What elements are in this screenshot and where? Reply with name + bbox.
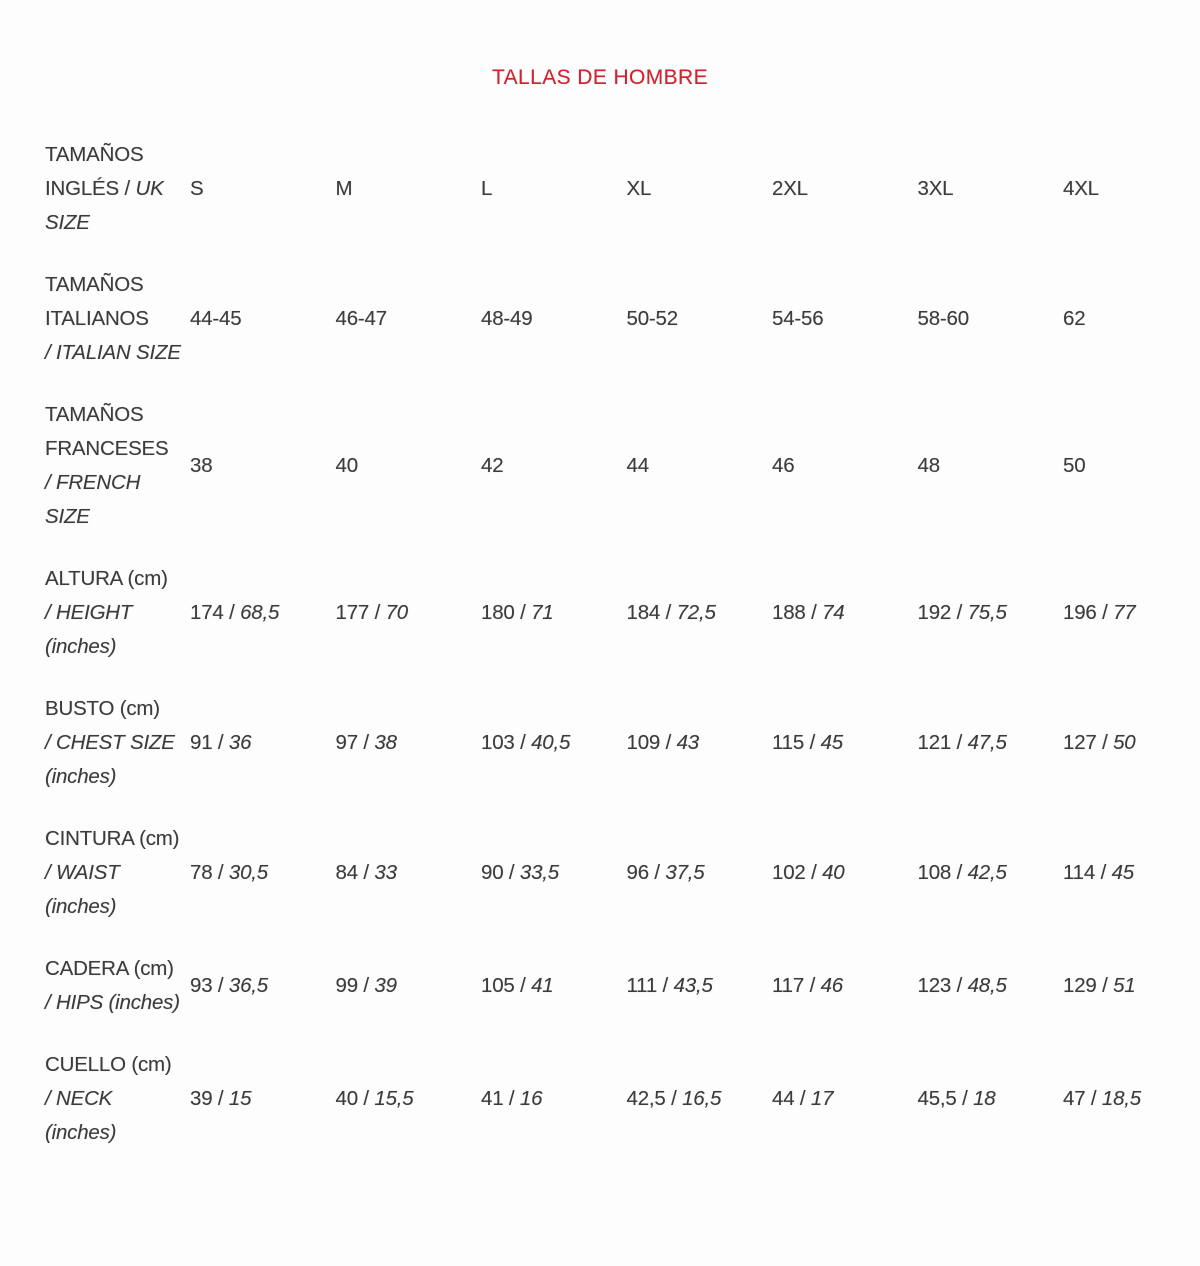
row-label-segment: CADERA (cm)	[45, 957, 174, 980]
row-label-segment: (inches)	[45, 1121, 117, 1144]
row-label-segment: / HEIGHT	[45, 601, 133, 624]
size-cell: 196 / 77	[1063, 601, 1136, 624]
size-cell	[918, 449, 1064, 483]
row-label-segment: INGLÉS /	[45, 177, 136, 200]
size-cell-cm-value: 39	[190, 1087, 213, 1110]
size-cell-inches-value: 15,5	[374, 1087, 414, 1110]
size-cell-inches-value: 17	[810, 1087, 834, 1110]
size-cell: 99 / 39	[335, 974, 397, 997]
size-cell-cm-value: 40	[335, 454, 358, 477]
row-label-segment: / FRENCH	[45, 471, 141, 494]
size-cell: 184 / 72,5	[626, 601, 716, 624]
table-row-waist	[45, 822, 1200, 924]
size-cell-cm-value: 188	[772, 601, 806, 624]
size-cell	[481, 302, 627, 336]
row-label	[45, 692, 190, 794]
size-cell-cm-value: S	[190, 177, 204, 200]
size-cell-inches-value: 74	[822, 601, 845, 624]
size-cell-cm-value: 3XL	[917, 177, 954, 200]
size-cell-cm-value: 50	[1063, 454, 1086, 477]
row-label-segment: (inches)	[45, 895, 117, 918]
size-cell-cm-value: 180	[481, 601, 515, 624]
size-cell: 39 / 15	[190, 1087, 252, 1110]
size-cell-cm-value: 46	[772, 454, 795, 477]
size-cell-cm-value: 44-45	[190, 307, 242, 330]
size-cell-cm-value: 109	[626, 731, 661, 754]
size-cell	[190, 449, 336, 483]
size-cell-cm-value: 42,5	[626, 1087, 666, 1110]
row-label-segment: (inches)	[45, 765, 117, 788]
size-cell-inches-value: 30,5	[228, 861, 269, 884]
size-cell-inches-value: 70	[385, 601, 409, 624]
table-row-height	[45, 562, 1200, 664]
size-cell: 44 / 17	[772, 1087, 834, 1110]
size-cell-inches-value: 37,5	[665, 861, 705, 884]
row-label-segment: / WAIST	[45, 861, 120, 884]
size-cell-inches-value: 46	[820, 974, 843, 997]
size-cell-inches-value: 16	[519, 1087, 543, 1110]
size-cell-inches-value: 33	[374, 861, 397, 884]
size-cell-inches-value: 38	[374, 731, 397, 754]
size-cell-cm-value: 58-60	[917, 307, 969, 330]
size-cell: 40 / 15,5	[335, 1087, 414, 1110]
size-cell-cm-value: 93	[190, 974, 213, 997]
size-cell	[336, 172, 482, 206]
size-cell: 105 / 41	[481, 974, 554, 997]
size-cell	[772, 449, 918, 483]
size-cell: 93 / 36,5	[190, 974, 269, 997]
size-cell-cm-value: 42	[481, 454, 504, 477]
size-cell: 117 / 46	[772, 974, 843, 997]
size-cell-inches-value: 48,5	[967, 974, 1007, 997]
row-label	[45, 952, 190, 1020]
size-cell-cm-value: 105	[481, 974, 515, 997]
size-cell-cm-value: 90	[481, 861, 504, 884]
size-cell-cm-value: 96	[626, 861, 649, 884]
size-cell: 121 / 47,5	[917, 731, 1007, 754]
size-cell-cm-value: L	[481, 177, 493, 200]
size-cell-cm-value: 45,5	[917, 1087, 957, 1110]
size-cell-cm-value: 44	[772, 1087, 795, 1110]
table-row-hips	[45, 952, 1200, 1020]
size-cell	[190, 172, 336, 206]
row-label	[45, 268, 190, 370]
row-label-segment: CUELLO (cm)	[45, 1053, 172, 1076]
size-cell: 174 / 68,5	[190, 601, 280, 624]
size-cell-cm-value: 103	[481, 731, 515, 754]
size-cell-inches-value: 68,5	[240, 601, 280, 624]
size-cell: 91 / 36	[190, 731, 252, 754]
size-cell-cm-value: 78	[190, 861, 213, 884]
size-cell-cm-value: 192	[917, 601, 952, 624]
page-title: TALLAS DE HOMBRE	[491, 66, 709, 89]
table-row-uk-size	[45, 138, 1200, 240]
size-cell-cm-value: 2XL	[772, 177, 808, 200]
row-label-segment: / ITALIAN SIZE	[45, 341, 181, 364]
size-cell	[772, 172, 918, 206]
row-label	[45, 562, 190, 664]
size-cell-cm-value: 50-52	[626, 307, 678, 330]
row-label	[45, 398, 190, 534]
size-cell-inches-value: 36	[228, 731, 252, 754]
size-cell-cm-value: 111	[626, 974, 658, 997]
size-cell-inches-value: 45	[820, 731, 843, 754]
size-cell-inches-value: 50	[1113, 731, 1136, 754]
size-cell-inches-value: 16,5	[682, 1087, 722, 1110]
size-cell-cm-value: 41	[481, 1087, 504, 1110]
table-row-french-size	[45, 398, 1200, 534]
size-cell: 45,5 / 18	[917, 1087, 996, 1110]
size-cell-inches-value: 45	[1111, 861, 1134, 884]
size-cell	[772, 302, 918, 336]
row-label-segment: (inches)	[45, 635, 117, 658]
size-cell-cm-value: 4XL	[1063, 177, 1099, 200]
row-label-segment: TAMAÑOS	[45, 273, 144, 296]
row-label	[45, 138, 190, 240]
size-cell: 111 / 43,5	[626, 974, 713, 997]
size-table	[45, 138, 1200, 1150]
size-cell-cm-value: 108	[917, 861, 952, 884]
size-cell: 78 / 30,5	[190, 861, 269, 884]
row-label-segment: TAMAÑOS	[45, 403, 144, 426]
size-cell-inches-value: 47,5	[967, 731, 1007, 754]
size-cell	[627, 302, 773, 336]
table-row-neck	[45, 1048, 1200, 1150]
size-cell-inches-value: 43,5	[673, 974, 713, 997]
size-cell-cm-value: 47	[1063, 1087, 1086, 1110]
size-cell: 42,5 / 16,5	[626, 1087, 722, 1110]
size-cell-cm-value: 46-47	[335, 307, 387, 330]
size-cell: 84 / 33	[335, 861, 397, 884]
size-cell: 114 / 45	[1063, 861, 1134, 884]
table-row-chest	[45, 692, 1200, 794]
size-cell-inches-value: 40	[822, 861, 845, 884]
size-cell-cm-value: 44	[626, 454, 649, 477]
size-cell: 192 / 75,5	[917, 601, 1007, 624]
size-cell-cm-value: 129	[1063, 974, 1097, 997]
row-label-segment: FRANCESES	[45, 437, 169, 460]
row-label-segment: ALTURA (cm)	[45, 567, 168, 590]
size-cell-cm-value: 115	[772, 731, 805, 754]
size-cell-cm-value: M	[335, 177, 353, 200]
size-cell-inches-value: 43	[676, 731, 700, 754]
size-cell	[918, 172, 1064, 206]
size-cell	[1063, 302, 1200, 336]
size-cell-cm-value: XL	[626, 177, 652, 200]
size-cell-inches-value: 51	[1113, 974, 1136, 997]
size-cell-cm-value: 102	[772, 861, 806, 884]
size-cell-inches-value: 75,5	[967, 601, 1007, 624]
size-cell-cm-value: 121	[917, 731, 952, 754]
size-cell-cm-value: 184	[626, 601, 661, 624]
size-cell-cm-value: 84	[335, 861, 358, 884]
size-cell: 47 / 18,5	[1063, 1087, 1142, 1110]
row-label-segment: UK	[135, 177, 164, 200]
row-label	[45, 1048, 190, 1150]
size-cell: 180 / 71	[481, 601, 554, 624]
size-cell-cm-value: 48-49	[481, 307, 533, 330]
size-cell-cm-value: 177	[335, 601, 370, 624]
size-cell-inches-value: 33,5	[519, 861, 560, 884]
size-cell-inches-value: 39	[374, 974, 397, 997]
size-cell: 115 / 45	[772, 731, 843, 754]
size-cell-inches-value: 41	[531, 974, 554, 997]
row-label-segment: ITALIANOS	[45, 307, 149, 330]
row-label-segment: SIZE	[45, 505, 90, 528]
size-cell-cm-value: 91	[190, 731, 213, 754]
row-label-segment: / CHEST SIZE	[45, 731, 175, 754]
size-cell-cm-value: 196	[1063, 601, 1097, 624]
size-cell: 96 / 37,5	[626, 861, 705, 884]
size-cell: 90 / 33,5	[481, 861, 560, 884]
size-cell	[627, 172, 773, 206]
size-cell-inches-value: 18	[973, 1087, 996, 1110]
table-row-italian-size	[45, 268, 1200, 370]
size-cell	[1063, 172, 1200, 206]
size-cell-cm-value: 40	[335, 1087, 358, 1110]
size-cell: 177 / 70	[335, 601, 409, 624]
row-label-segment: CINTURA (cm)	[45, 827, 180, 850]
size-cell-cm-value: 62	[1063, 307, 1086, 330]
size-cell-inches-value: 72,5	[676, 601, 716, 624]
size-cell	[627, 449, 773, 483]
size-cell-inches-value: 36,5	[228, 974, 269, 997]
size-cell-inches-value: 42,5	[967, 861, 1007, 884]
size-cell-cm-value: 38	[190, 454, 213, 477]
size-cell	[918, 302, 1064, 336]
size-cell-cm-value: 97	[335, 731, 358, 754]
size-cell-cm-value: 48	[917, 454, 940, 477]
size-cell-inches-value: 18,5	[1101, 1087, 1142, 1110]
row-label-segment: TAMAÑOS	[45, 143, 144, 166]
size-cell-cm-value: 174	[190, 601, 224, 624]
row-label	[45, 822, 190, 924]
size-cell-cm-value: 54-56	[772, 307, 824, 330]
size-cell-cm-value: 117	[772, 974, 805, 997]
size-cell: 102 / 40	[772, 861, 845, 884]
size-cell: 103 / 40,5	[481, 731, 571, 754]
row-label-segment: / HIPS (inches)	[45, 991, 180, 1014]
row-label-segment: SIZE	[45, 211, 90, 234]
size-cell-cm-value: 99	[335, 974, 358, 997]
size-cell	[1063, 449, 1200, 483]
size-cell	[336, 302, 482, 336]
size-cell-inches-value: 15	[228, 1087, 252, 1110]
size-cell	[190, 302, 336, 336]
size-cell: 41 / 16	[481, 1087, 543, 1110]
size-cell-inches-value: 40,5	[531, 731, 571, 754]
row-label-segment: / NECK	[45, 1087, 113, 1110]
size-cell	[336, 449, 482, 483]
size-cell-inches-value: 71	[531, 601, 554, 624]
size-cell: 127 / 50	[1063, 731, 1136, 754]
size-cell-cm-value: 127	[1063, 731, 1097, 754]
size-cell: 97 / 38	[335, 731, 397, 754]
size-cell: 188 / 74	[772, 601, 845, 624]
size-cell-cm-value: 114	[1063, 861, 1096, 884]
row-label-segment: BUSTO (cm)	[45, 697, 160, 720]
size-cell	[481, 172, 627, 206]
size-cell	[481, 449, 627, 483]
size-cell: 108 / 42,5	[917, 861, 1007, 884]
size-cell: 129 / 51	[1063, 974, 1136, 997]
size-cell: 123 / 48,5	[917, 974, 1007, 997]
size-cell-inches-value: 77	[1113, 601, 1136, 624]
size-cell: 109 / 43	[626, 731, 700, 754]
size-cell-cm-value: 123	[917, 974, 952, 997]
